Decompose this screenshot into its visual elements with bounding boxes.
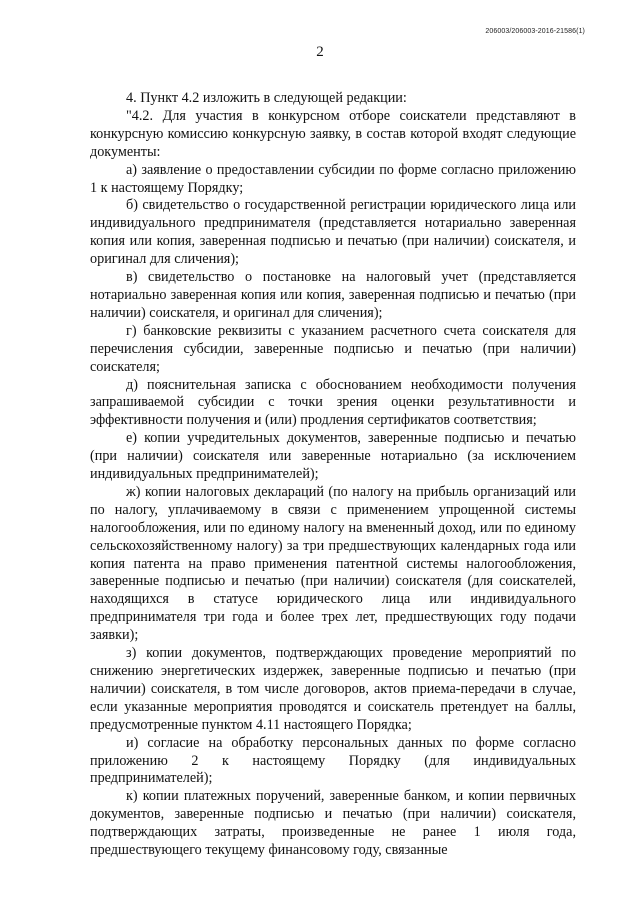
list-item-zh: ж) копии налоговых деклараций (по налогу на прибыль организаций или по налогу, уплачиваемому в связи с применением упрощенной системы налогообложения, или по единому налогу на вмененный доход, или по единому сельскохозяйственному налогу) за три предшествующих календарных года или копия патента на право применения патентной системы налогообложения, заверенные подписью и печатью (при наличии) соискателя (для соискателей, находящихся в статусе юридического лица или индивидуального предпринимателя три года и более трех лет, предшествующих году подачи заявки); [90, 483, 576, 644]
list-item-k: к) копии платежных поручений, заверенные банком, и копии первичных документов, заверенные подписью и печатью (при наличии) соискателя, подтверждающих затраты, произведенные не ранее 1 июля года, предшествующего текущему финансовому году, связанные [90, 788, 576, 859]
list-item-z: з) копии документов, подтверждающих проведение мероприятий по снижению энергетических издержек, заверенные подписью и печатью (при наличии) соискателя, в том числе договоров, актов приема-передачи в случае, если указанные мероприятия проводятся и соискатель претендует на баллы, предусмотренные пунктом 4.11 настоящего Порядка; [90, 645, 576, 733]
paragraph-item-4: 4. Пункт 4.2 изложить в следующей редакции: [126, 90, 407, 106]
list-item-e: е) копии учредительных документов, заверенные подписью и печатью (при наличии) соискателя или заверенные нотариально (за исключением индивидуальных предпринимателей); [90, 430, 576, 483]
page-number: 2 [316, 44, 324, 60]
list-item-i: и) согласие на обработку персональных данных по форме согласно приложению 2 к настоящему Порядку (для индивидуальных предпринимателей); [90, 734, 576, 787]
list-item-g: г) банковские реквизиты с указанием расчетного счета соискателя для перечисления субсидии, заверенные подписью и печатью (при наличии) соискателя; [90, 322, 576, 375]
document-body [90, 90, 576, 860]
paragraph-clause-4-2: "4.2. Для участия в конкурсном отборе соискатели представляют в конкурсную комиссию конкурсную заявку, в состав которой входят следующие документы: [90, 107, 576, 160]
list-item-b: б) свидетельство о государственной регистрации юридического лица или индивидуального предпринимателя (представляется нотариально заверенная копия или копия, заверенная подписью и печатью (при наличии) соискателя, и оригинал для сличения); [90, 197, 576, 268]
list-item-a: а) заявление о предоставлении субсидии по форме согласно приложению 1 к настоящему Порядку; [90, 161, 576, 196]
list-item-d: д) пояснительная записка с обоснованием необходимости получения запрашиваемой субсидии с точки зрения оценки результативности и эффективности получения и (или) продления сертификатов соответствия; [90, 376, 576, 429]
document-id: 206003/206003-2016-21586(1) [485, 28, 585, 35]
list-item-v: в) свидетельство о постановке на налоговый учет (представляется нотариально заверенная копия или копия, заверенная подписью и печатью (при наличии) соискателя, и оригинал для сличения); [90, 269, 576, 321]
